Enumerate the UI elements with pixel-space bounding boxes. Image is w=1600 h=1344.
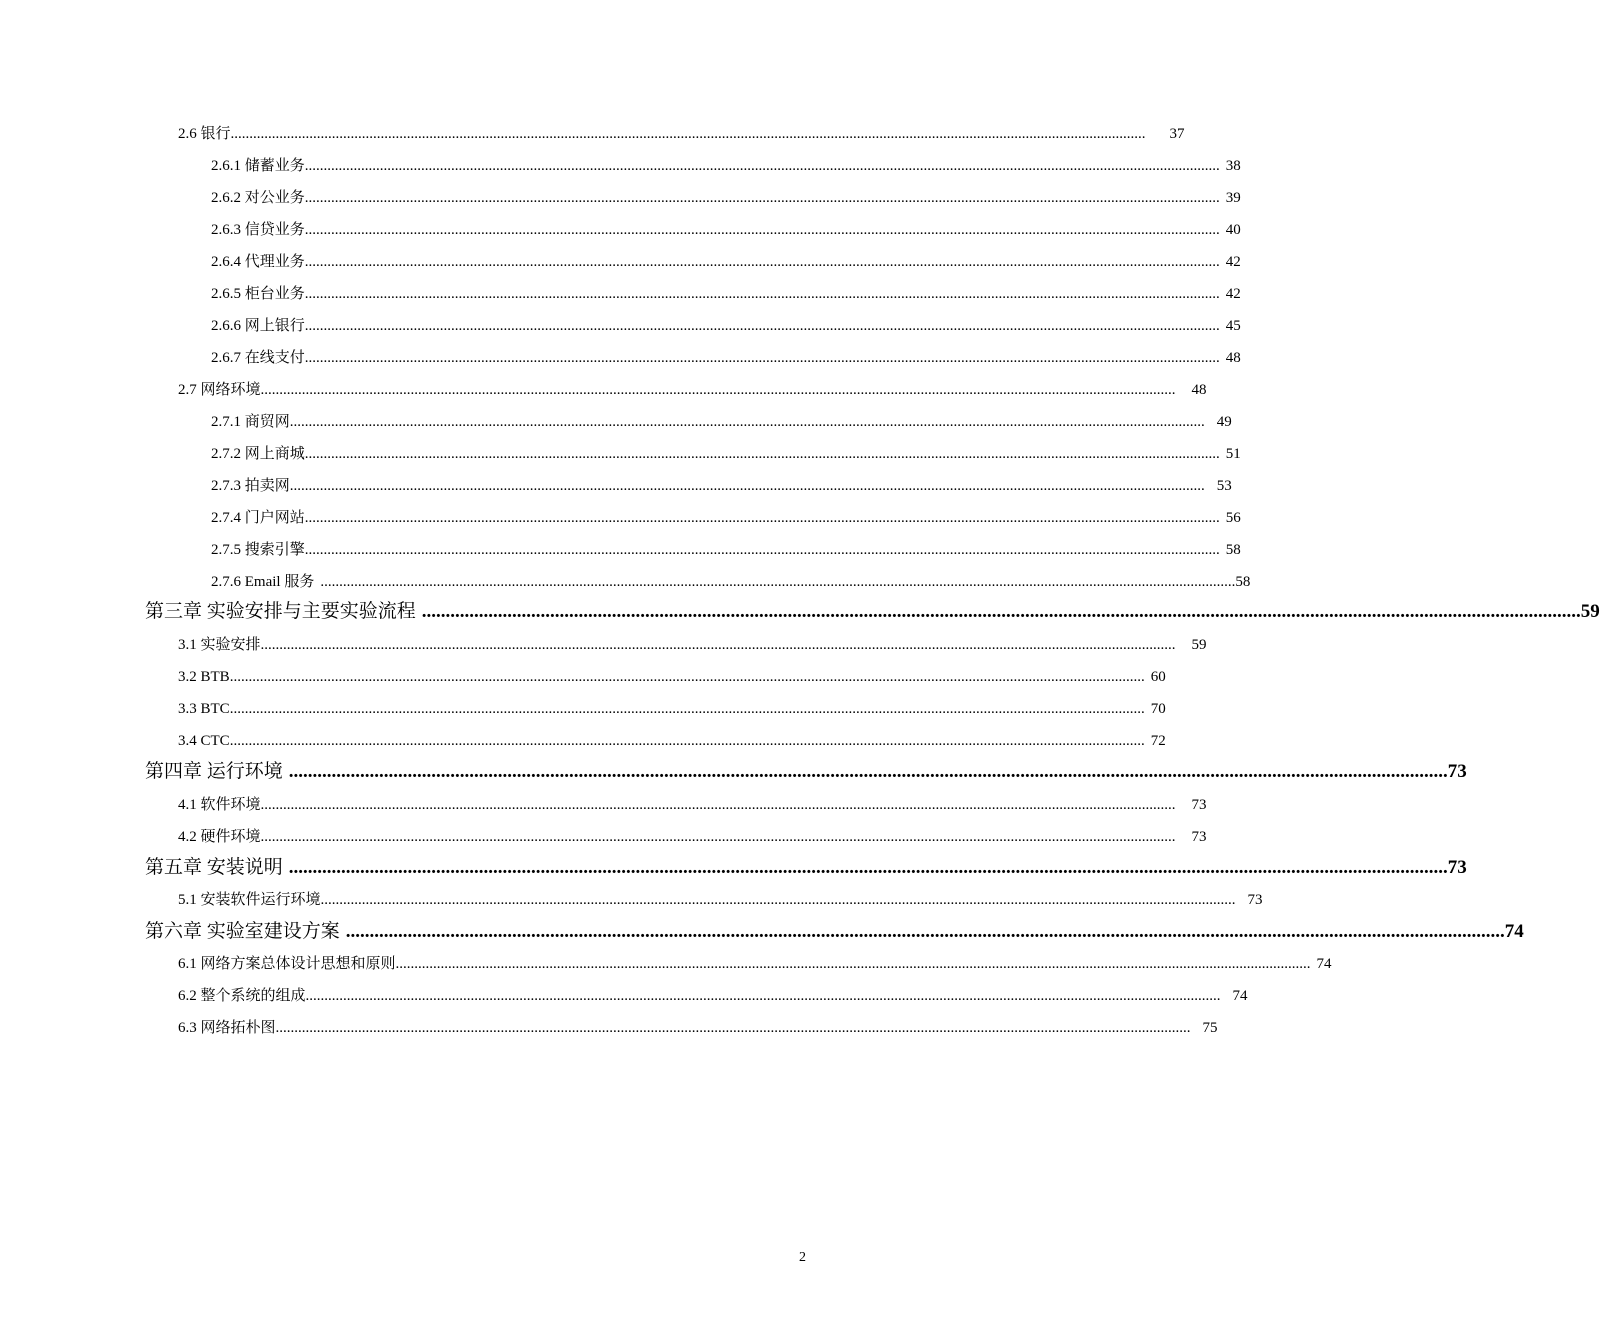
dot-leader: ....................................................................................................................................................................................................................................................: [289, 414, 1205, 430]
toc-entry-label: 2.7 网络环境: [178, 382, 261, 398]
toc-entry-3-1[interactable]: [178, 637, 1207, 653]
toc-entry-label: 6.3 网络拓朴图: [178, 1020, 276, 1036]
dot-leader: ....................................................................................................................................................................................................................................................: [304, 446, 1220, 462]
toc-chapter-6[interactable]: [145, 921, 1524, 942]
toc-entry-page: 74: [1232, 988, 1248, 1004]
toc-chapter-page: 73: [1447, 857, 1467, 878]
toc-entry-2-6-6[interactable]: [211, 318, 1241, 334]
toc-chapter-label: 第六章 实验室建设方案: [145, 921, 340, 942]
toc-entry-2-6-1[interactable]: [211, 158, 1241, 174]
dot-leader: ....................................................................................................................................................................................................................................................: [421, 601, 1581, 622]
toc-entry-label: 3.3 BTC: [178, 701, 230, 717]
toc-entry-page: 59: [1191, 637, 1207, 653]
dot-leader: ....................................................................................................................................................................................................................................................: [229, 733, 1145, 749]
toc-chapter-label: 第三章 实验安排与主要实验流程: [145, 601, 416, 622]
toc-entry-page: 39: [1225, 190, 1241, 206]
dot-leader: ....................................................................................................................................................................................................................................................: [260, 797, 1176, 813]
toc-entry-label: 6.1 网络方案总体设计思想和原则: [178, 956, 396, 972]
dot-leader: ....................................................................................................................................................................................................................................................: [229, 669, 1145, 685]
toc-entry-2-7[interactable]: [178, 382, 1207, 398]
dot-leader: ....................................................................................................................................................................................................................................................: [320, 574, 1236, 590]
toc-entry-label: 2.7.1 商贸网: [211, 414, 290, 430]
dot-leader: ....................................................................................................................................................................................................................................................: [304, 158, 1220, 174]
toc-entry-page: 37: [1169, 126, 1185, 142]
toc-entry-label: 2.7.6 Email 服务: [211, 574, 315, 590]
dot-leader: ....................................................................................................................................................................................................................................................: [260, 382, 1176, 398]
toc-entry-label: 2.6.7 在线支付: [211, 350, 305, 366]
dot-leader: ....................................................................................................................................................................................................................................................: [305, 988, 1221, 1004]
toc-entry-label: 2.6.5 柜台业务: [211, 286, 305, 302]
toc-entry-3-4[interactable]: [178, 733, 1166, 749]
toc-entry-label: 2.7.2 网上商城: [211, 446, 305, 462]
toc-entry-page: 58: [1225, 542, 1241, 558]
toc-entry-4-2[interactable]: [178, 829, 1207, 845]
toc-entry-label: 3.2 BTB: [178, 669, 230, 685]
toc-entry-label: 3.4 CTC: [178, 733, 230, 749]
dot-leader: ....................................................................................................................................................................................................................................................: [260, 637, 1176, 653]
toc-entry-label: 2.6.3 信贷业务: [211, 222, 305, 238]
toc-entry-page: 53: [1216, 478, 1232, 494]
toc-entry-page: 70: [1150, 701, 1166, 717]
toc-entry-page: 60: [1150, 669, 1166, 685]
toc-entry-page: 45: [1225, 318, 1241, 334]
dot-leader: ....................................................................................................................................................................................................................................................: [320, 892, 1236, 908]
toc-entry-page: 72: [1150, 733, 1166, 749]
toc-chapter-3[interactable]: [145, 601, 1600, 622]
toc-entry-2-6-2[interactable]: [211, 190, 1241, 206]
toc-entry-label: 2.6.6 网上银行: [211, 318, 305, 334]
toc-entry-page: 49: [1216, 414, 1232, 430]
toc-entry-page: 73: [1191, 797, 1207, 813]
toc-entry-page: 51: [1225, 446, 1241, 462]
toc-entry-2-6-7[interactable]: [211, 350, 1241, 366]
toc-entry-2-6-3[interactable]: [211, 222, 1241, 238]
toc-entry-5-1[interactable]: [178, 892, 1263, 908]
dot-leader: ....................................................................................................................................................................................................................................................: [395, 956, 1311, 972]
dot-leader: ....................................................................................................................................................................................................................................................: [304, 350, 1220, 366]
dot-leader: ....................................................................................................................................................................................................................................................: [304, 318, 1220, 334]
toc-entry-label: 4.1 软件环境: [178, 797, 261, 813]
toc-entry-page: 48: [1191, 382, 1207, 398]
toc-entry-page: 38: [1225, 158, 1241, 174]
dot-leader: ....................................................................................................................................................................................................................................................: [260, 829, 1176, 845]
toc-entry-label: 2.7.4 门户网站: [211, 510, 305, 526]
toc-entry-6-1[interactable]: [178, 956, 1332, 972]
dot-leader: ....................................................................................................................................................................................................................................................: [304, 190, 1220, 206]
dot-leader: ....................................................................................................................................................................................................................................................: [304, 286, 1220, 302]
toc-entry-3-3[interactable]: [178, 701, 1166, 717]
toc-entry-page: 73: [1247, 892, 1263, 908]
toc-entry-6-3[interactable]: [178, 1020, 1218, 1036]
toc-entry-label: 2.6 银行: [178, 126, 231, 142]
toc-entry-6-2[interactable]: [178, 988, 1248, 1004]
toc-entry-label: 2.7.3 拍卖网: [211, 478, 290, 494]
toc-entry-label: 4.2 硬件环境: [178, 829, 261, 845]
toc-entry-2-6[interactable]: [178, 126, 1185, 142]
dot-leader: ....................................................................................................................................................................................................................................................: [289, 478, 1205, 494]
toc-entry-3-2[interactable]: [178, 669, 1166, 685]
toc-entry-page: 56: [1225, 510, 1241, 526]
toc-entry-page: 42: [1225, 286, 1241, 302]
toc-entry-2-7-4[interactable]: [211, 510, 1241, 526]
toc-chapter-label: 第四章 运行环境: [145, 761, 283, 782]
toc-entry-page: 40: [1225, 222, 1241, 238]
toc-entry-page: 75: [1202, 1020, 1218, 1036]
toc-entry-label: 2.6.1 储蓄业务: [211, 158, 305, 174]
dot-leader: ....................................................................................................................................................................................................................................................: [304, 222, 1220, 238]
dot-leader: ....................................................................................................................................................................................................................................................: [304, 542, 1220, 558]
toc-entry-2-7-5[interactable]: [211, 542, 1241, 558]
toc-entry-2-7-1[interactable]: [211, 414, 1232, 430]
dot-leader: ....................................................................................................................................................................................................................................................: [229, 701, 1145, 717]
toc-entry-page: 48: [1225, 350, 1241, 366]
toc-entry-page: 74: [1316, 956, 1332, 972]
toc-chapter-5[interactable]: [145, 857, 1467, 878]
dot-leader: ....................................................................................................................................................................................................................................................: [288, 761, 1448, 782]
toc-entry-label: 2.7.5 搜索引擎: [211, 542, 305, 558]
toc-entry-label: 5.1 安装软件运行环境: [178, 892, 321, 908]
toc-entry-2-6-4[interactable]: [211, 254, 1241, 270]
toc-entry-label: 2.6.4 代理业务: [211, 254, 305, 270]
toc-entry-page: 73: [1191, 829, 1207, 845]
dot-leader: ....................................................................................................................................................................................................................................................: [304, 510, 1220, 526]
toc-entry-label: 6.2 整个系统的组成: [178, 988, 306, 1004]
dot-leader: ....................................................................................................................................................................................................................................................: [275, 1020, 1191, 1036]
toc-entry-2-7-3[interactable]: [211, 478, 1232, 494]
dot-leader: ....................................................................................................................................................................................................................................................: [288, 857, 1448, 878]
toc-chapter-page: 59: [1580, 601, 1600, 622]
toc-entry-page: 58: [1235, 574, 1251, 590]
dot-leader: ....................................................................................................................................................................................................................................................: [304, 254, 1220, 270]
toc-entry-2-6-5[interactable]: [211, 286, 1241, 302]
dot-leader: ....................................................................................................................................................................................................................................................: [345, 921, 1505, 942]
toc-entry-label: 3.1 实验安排: [178, 637, 261, 653]
toc-entry-label: 2.6.2 对公业务: [211, 190, 305, 206]
toc-entry-4-1[interactable]: [178, 797, 1207, 813]
toc-chapter-page: 73: [1447, 761, 1467, 782]
page-number: 2: [799, 1250, 806, 1265]
toc-chapter-label: 第五章 安装说明: [145, 857, 283, 878]
dot-leader: ....................................................................................................................................................................................................................................................: [230, 126, 1146, 142]
toc-entry-2-7-2[interactable]: [211, 446, 1241, 462]
toc-chapter-4[interactable]: [145, 761, 1467, 782]
toc-entry-page: 42: [1225, 254, 1241, 270]
toc-chapter-page: 74: [1504, 921, 1524, 942]
toc-entry-2-7-6[interactable]: [211, 574, 1251, 590]
